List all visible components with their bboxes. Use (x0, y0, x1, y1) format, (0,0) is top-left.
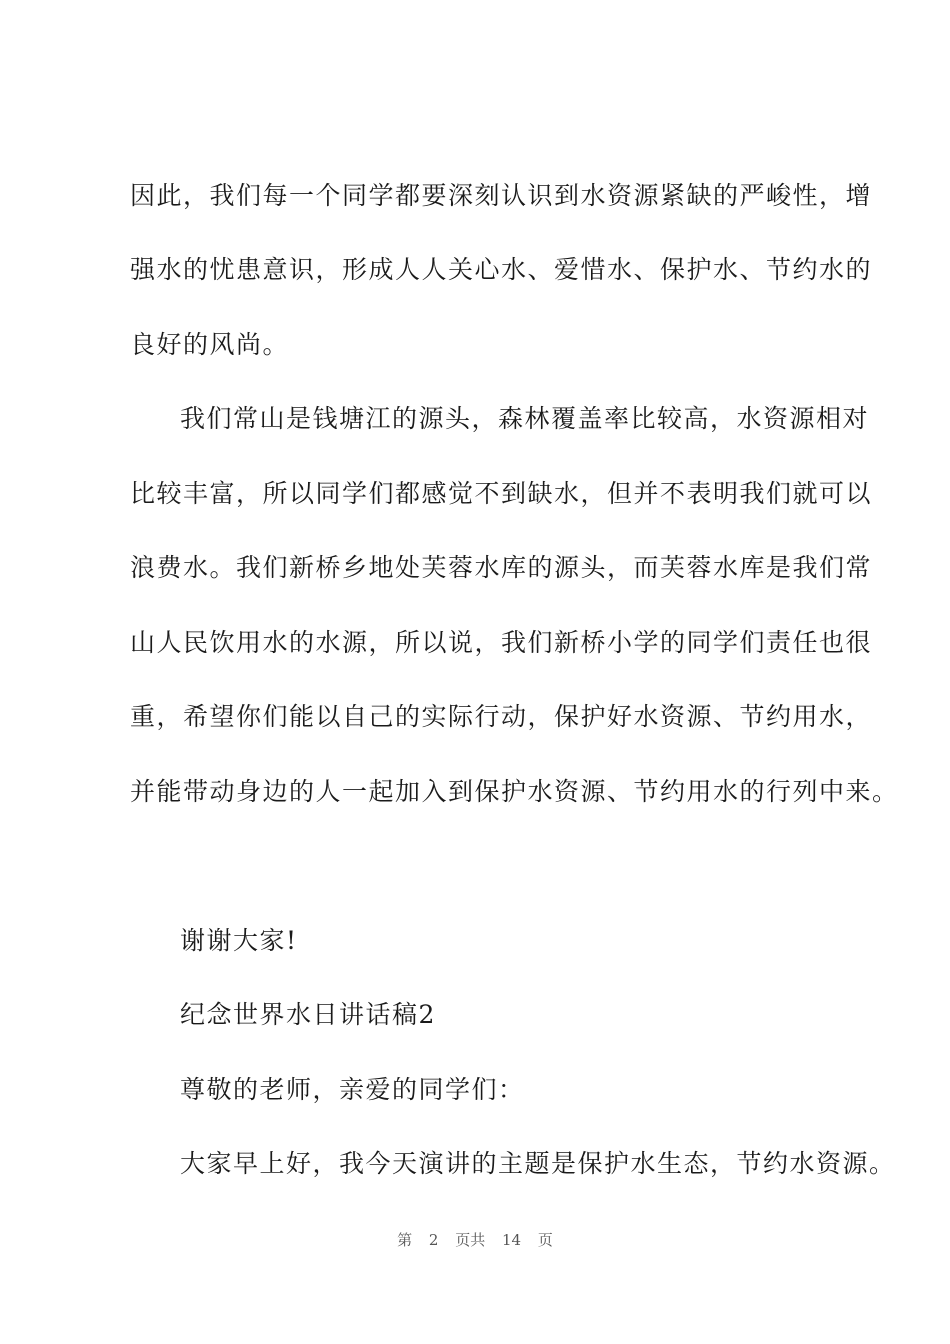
paragraph-1-line-3: 良好的风尚。 (130, 330, 290, 359)
footer-suffix: 页 (537, 1231, 553, 1249)
paragraph-1-line-1: 因此，我们每一个同学都要深刻认识到水资源紧缺的严峻性，增 (130, 181, 873, 210)
footer-total-pages: 14 (502, 1231, 522, 1249)
paragraph-1-line-2: 强水的忧患意识，形成人人关心水、爱惜水、保护水、节约水的 (130, 255, 873, 284)
paragraph-2-line-1: 我们常山是钱塘江的源头，森林覆盖率比较高，水资源相对 (180, 404, 870, 433)
thanks-line: 谢谢大家! (180, 926, 298, 955)
paragraph-2-line-5: 重，希望你们能以自己的实际行动，保护好水资源、节约用水， (130, 702, 873, 731)
footer-current-page: 2 (428, 1231, 439, 1249)
page-footer (0, 1229, 950, 1250)
opening-line: 大家早上好，我今天演讲的主题是保护水生态，节约水资源。 (180, 1149, 896, 1178)
speech-title: 纪念世界水日讲话稿2 (180, 1000, 436, 1029)
paragraph-2-line-2: 比较丰富，所以同学们都感觉不到缺水，但并不表明我们就可以 (130, 479, 873, 508)
footer-prefix: 第 (397, 1231, 413, 1249)
paragraph-2-line-6: 并能带动身边的人一起加入到保护水资源、节约用水的行列中来。 (130, 777, 899, 806)
footer-middle: 页共 (455, 1231, 486, 1249)
paragraph-2-line-3: 浪费水。我们新桥乡地处芙蓉水库的源头，而芙蓉水库是我们常 (130, 553, 873, 582)
greeting-line: 尊敬的老师，亲爱的同学们： (180, 1075, 525, 1104)
paragraph-2-line-4: 山人民饮用水的水源，所以说，我们新桥小学的同学们责任也很 (130, 628, 873, 657)
